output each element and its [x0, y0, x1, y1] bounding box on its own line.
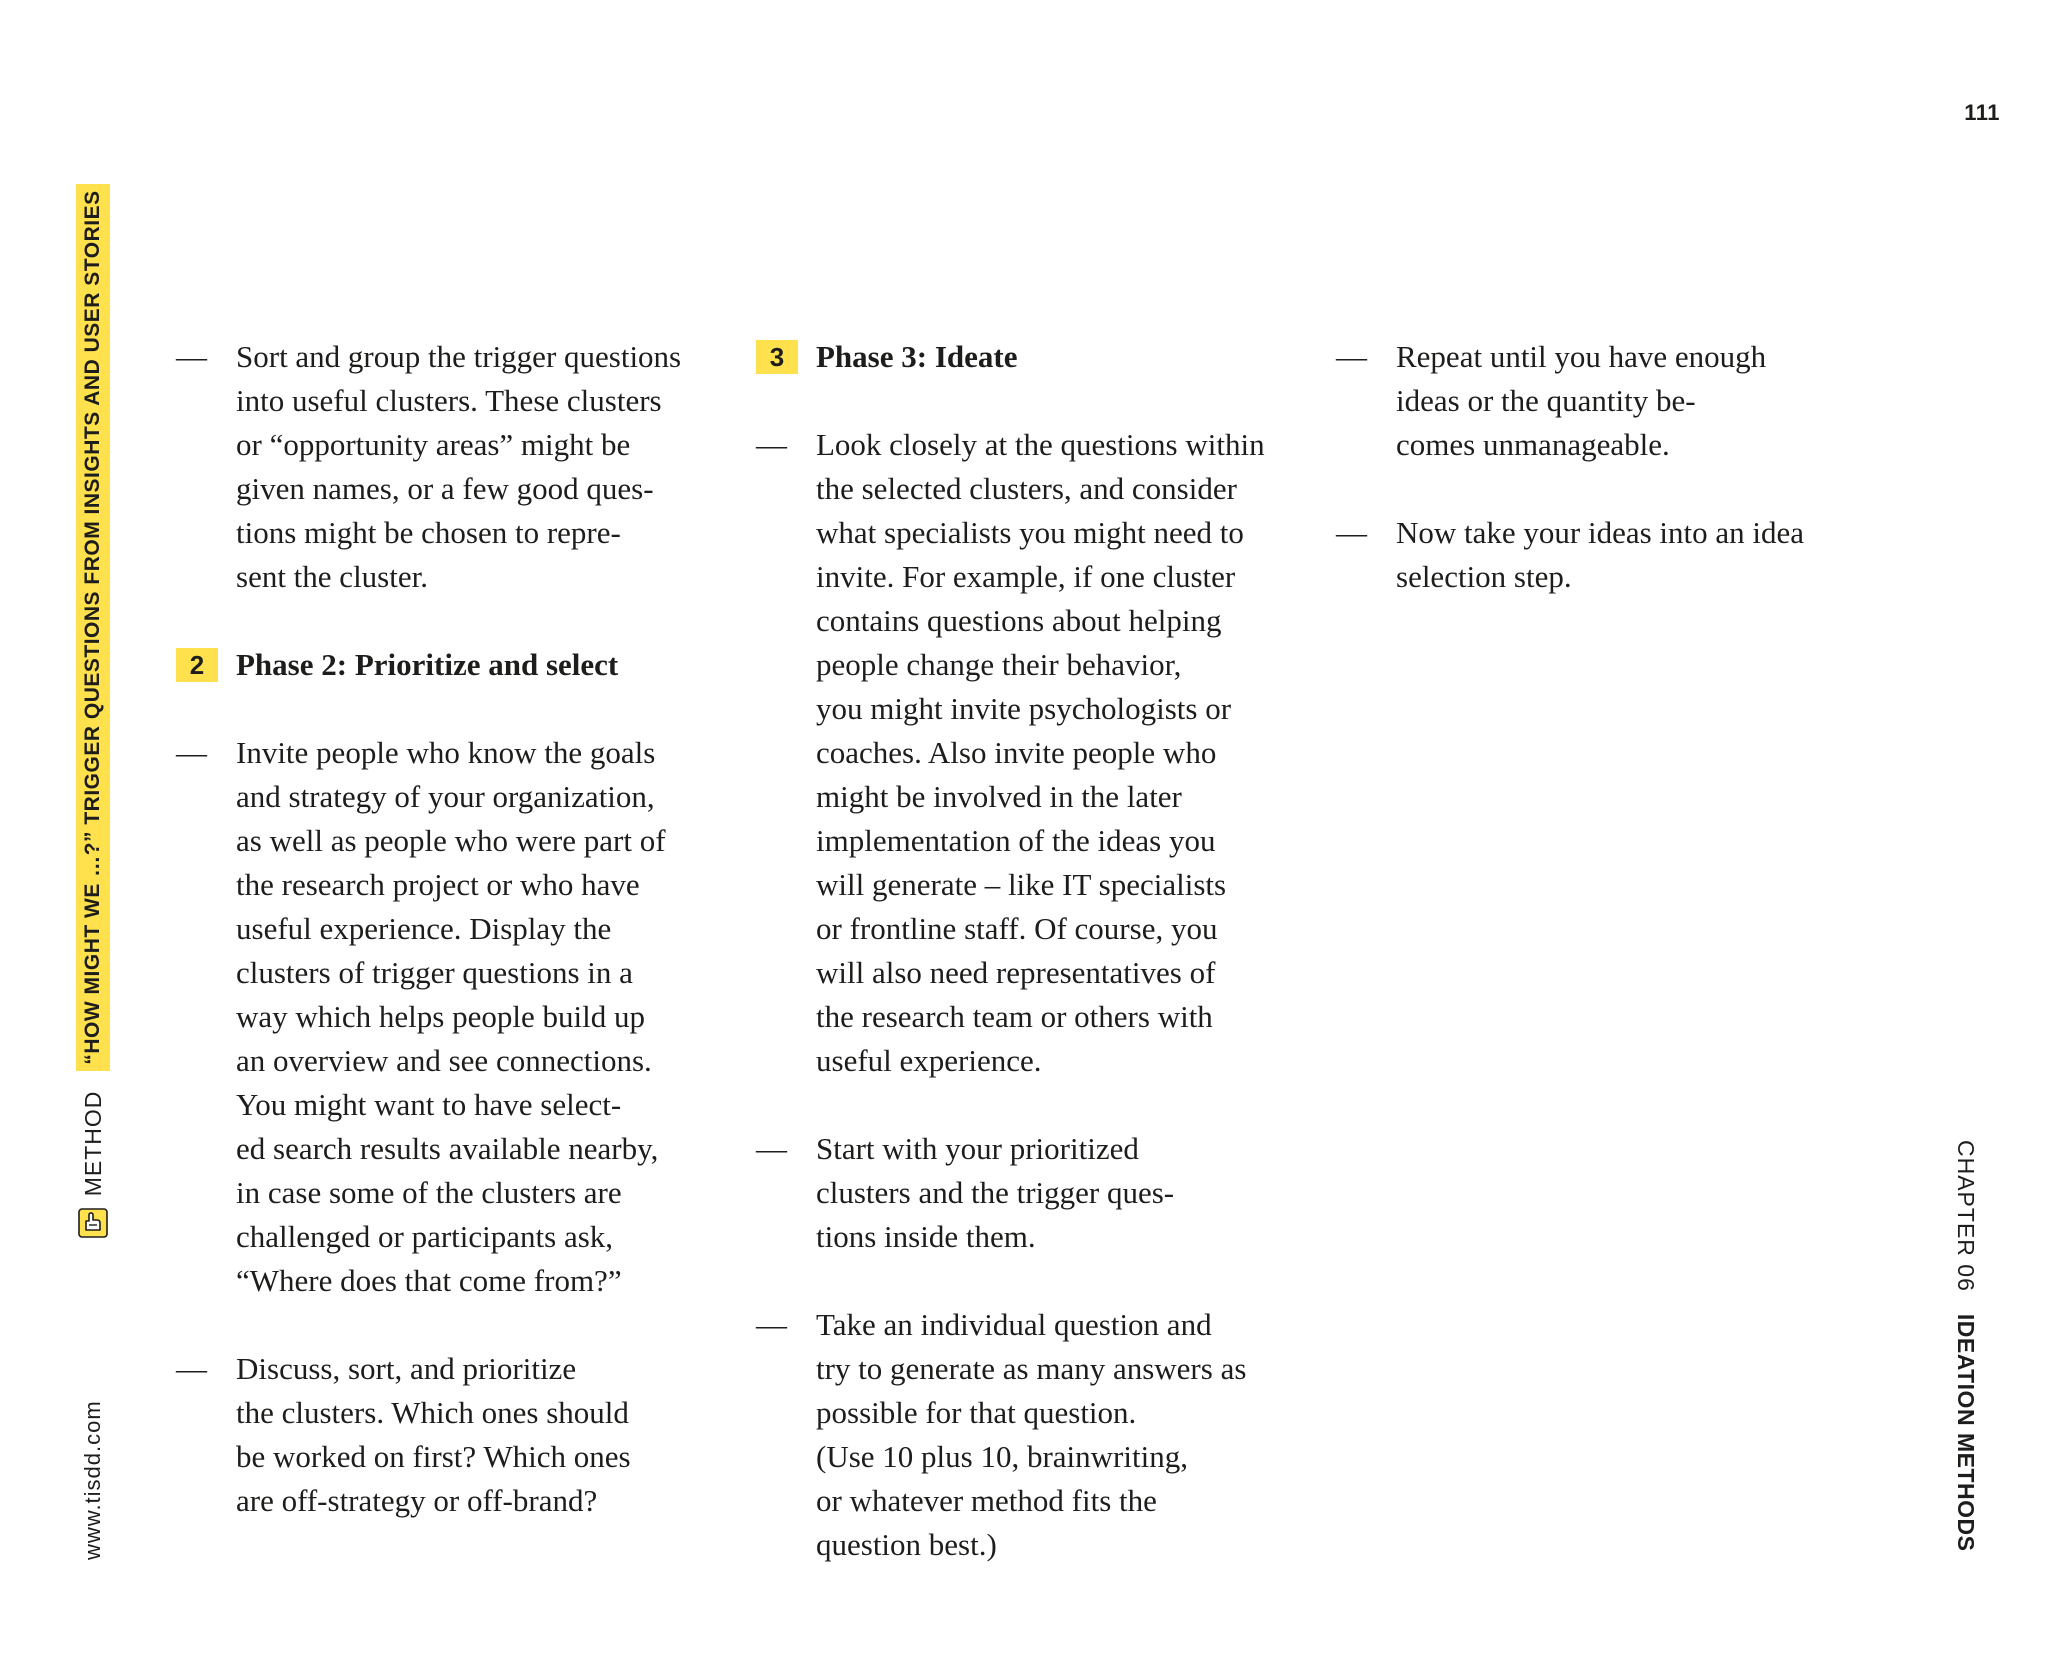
method-title: “HOW MIGHT WE …?” TRIGGER QUESTIONS FROM INSIGHTS AND USER STORIES [76, 184, 110, 1070]
bullet-dash: — [176, 1351, 207, 1386]
chapter-label: CHAPTER 06 [1953, 1140, 1980, 1292]
bullet-item [176, 731, 736, 1303]
method-label: METHOD [79, 1090, 106, 1197]
bullet-text: Take an individual question and try to generate as many answers as possible for that question. (Use 10 plus 10, brainwriting, or whatever method fits the question best.) [816, 1307, 1247, 1562]
bullet-text: Repeat until you have enough ideas or the quantity be- comes unmanageable. [1396, 339, 1767, 462]
bullet-dash: — [756, 427, 787, 462]
phase-3-heading [756, 335, 1316, 379]
bullet-item [176, 1347, 736, 1523]
bullet-dash: — [756, 1307, 787, 1342]
bullet-dash: — [1336, 339, 1367, 374]
bullet-text: Sort and group the trigger questions into useful clusters. These clusters or “opportunity areas” might be given names, or a few good ques- tions might be chosen to repre- sent the cluster. [236, 339, 682, 594]
phase-title: Phase 3: Ideate [816, 339, 1018, 374]
site-url[interactable]: www.tisdd.com [80, 1400, 105, 1560]
bullet-text: Invite people who know the goals and strategy of your organization, as well as people who were part of the research project or who have useful experience. Display the clusters of trigger questions in a way which helps people build up an overview and see connections. You might want to have select- ed search results available nearby, in case some of the clusters are challenged or participants ask, “Where does that come from?” [236, 735, 666, 1298]
left-side-strip [76, 100, 110, 1560]
bullet-text: Now take your ideas into an idea selection step. [1396, 515, 1805, 594]
bullet-item [1336, 511, 1896, 599]
bullet-text: Discuss, sort, and prioritize the clusters. Which ones should be worked on first? Which ones are off-strategy or off-brand? [236, 1351, 631, 1518]
right-side-strip [1950, 1140, 1982, 1560]
bullet-dash: — [176, 339, 207, 374]
text-column-2 [756, 335, 1316, 1611]
bullet-item [1336, 335, 1896, 467]
bullet-dash: — [756, 1131, 787, 1166]
bullet-item [756, 1127, 1316, 1259]
bullet-dash: — [1336, 515, 1367, 550]
bullet-text: Start with your prioritized clusters and the trigger ques- tions inside them. [816, 1131, 1175, 1254]
text-column-3 [1336, 335, 1896, 643]
phase-title: Phase 2: Prioritize and select [236, 647, 619, 682]
hand-pointing-icon [76, 1206, 110, 1240]
chapter-title: IDEATION METHODS [1953, 1313, 1980, 1552]
phase-number-badge: 3 [756, 340, 798, 374]
phase-number-badge: 2 [176, 648, 218, 682]
page-number: 111 [1964, 100, 2000, 125]
bullet-item [756, 1303, 1316, 1567]
bullet-text: Look closely at the questions within the selected clusters, and consider what specialists you might need to invite. For example, if one cluster contains questions about helping people change their behavior, you might invite psychologists or coaches. Also invite people who might be involved in the later implementation of the ideas you will generate – like IT specialists or frontline staff. Of course, you will also need representatives of the research team or others with useful experience. [816, 427, 1265, 1078]
text-column-1 [176, 335, 736, 1567]
bullet-item [756, 423, 1316, 1083]
bullet-dash: — [176, 735, 207, 770]
bullet-item [176, 335, 736, 599]
phase-2-heading [176, 643, 736, 687]
